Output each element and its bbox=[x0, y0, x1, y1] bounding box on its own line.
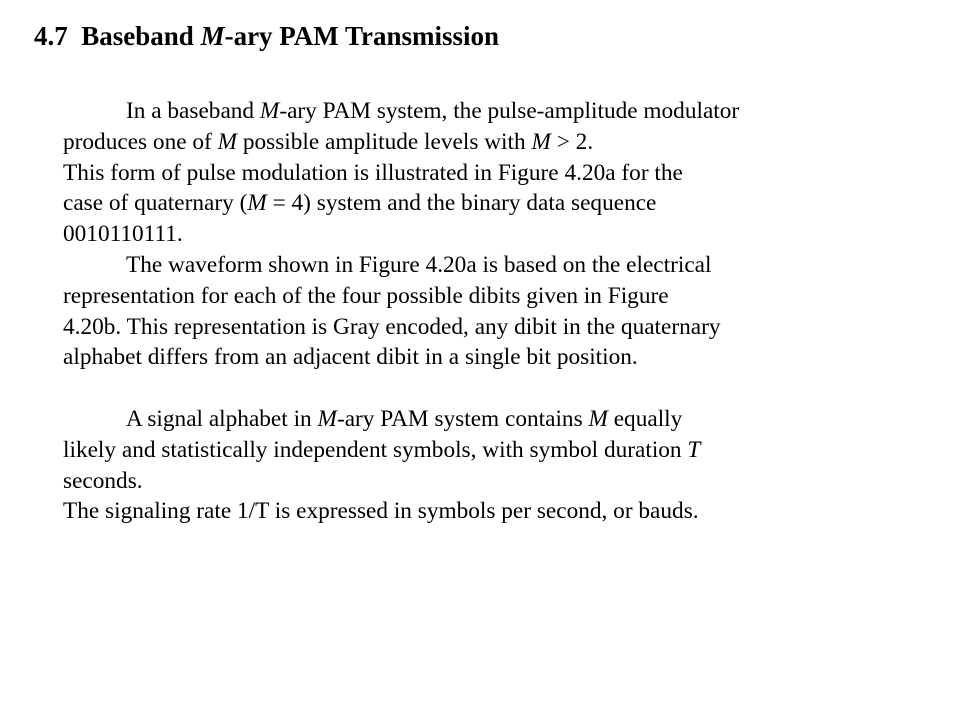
text-run: In a baseband bbox=[126, 98, 260, 124]
text-line: The waveform shown in Figure 4.20a is based on the electrical bbox=[126, 251, 712, 278]
variable-m: M bbox=[531, 128, 551, 155]
text-line: The signaling rate 1/T is expressed in symbols per second, or bauds. bbox=[63, 498, 699, 525]
text-run: > 2. bbox=[550, 128, 594, 155]
variable-m: M bbox=[317, 405, 337, 432]
variable-t: T bbox=[687, 436, 701, 463]
variable-m: M bbox=[247, 190, 267, 217]
text-line bbox=[63, 127, 943, 158]
text-line: seconds. bbox=[63, 467, 143, 494]
text-run: = 4) system and the binary data sequence bbox=[266, 190, 657, 217]
paragraph-intro bbox=[63, 96, 943, 158]
binary-sequence: 0010110111. bbox=[63, 221, 183, 248]
text-line: alphabet differs from an adjacent dibit in a single bit position. bbox=[63, 344, 638, 371]
text-line: 4.20b. This representation is Gray encoded, any dibit in the quaternary bbox=[63, 313, 721, 340]
text-line bbox=[63, 188, 943, 219]
text-run: likely and statistically independent symbols, with symbol duration bbox=[63, 436, 688, 463]
text-line bbox=[63, 404, 943, 435]
section-heading bbox=[34, 18, 499, 54]
text-run: case of quaternary ( bbox=[63, 190, 248, 217]
heading-text-pre: Baseband bbox=[81, 21, 201, 51]
text-run: -ary PAM system, the pulse-amplitude modulator bbox=[279, 98, 740, 124]
text-run: produces one of bbox=[63, 128, 218, 155]
heading-text-post: -ary PAM Transmission bbox=[224, 21, 500, 51]
text-line bbox=[63, 435, 943, 466]
section-number: 4.7 bbox=[34, 21, 68, 51]
paragraph-figure-reference bbox=[63, 158, 943, 250]
text-line: representation for each of the four possible dibits given in Figure bbox=[63, 282, 669, 309]
heading-variable-m: M bbox=[200, 21, 225, 51]
text-line bbox=[63, 96, 943, 127]
text-run: -ary PAM system contains bbox=[336, 405, 589, 432]
paragraph-waveform bbox=[63, 250, 943, 373]
body-text bbox=[63, 96, 943, 527]
text-run: possible amplitude levels with bbox=[237, 128, 532, 155]
text-line: This form of pulse modulation is illustrated in Figure 4.20a for the bbox=[63, 159, 683, 186]
variable-m: M bbox=[588, 405, 608, 432]
text-run: equally bbox=[607, 405, 683, 432]
variable-m: M bbox=[217, 128, 238, 155]
paragraph-spacer bbox=[63, 373, 943, 404]
variable-m: M bbox=[259, 98, 280, 124]
paragraph-signal-alphabet bbox=[63, 404, 943, 496]
paragraph-signaling-rate bbox=[63, 496, 943, 527]
text-run: A signal alphabet in bbox=[126, 405, 318, 432]
